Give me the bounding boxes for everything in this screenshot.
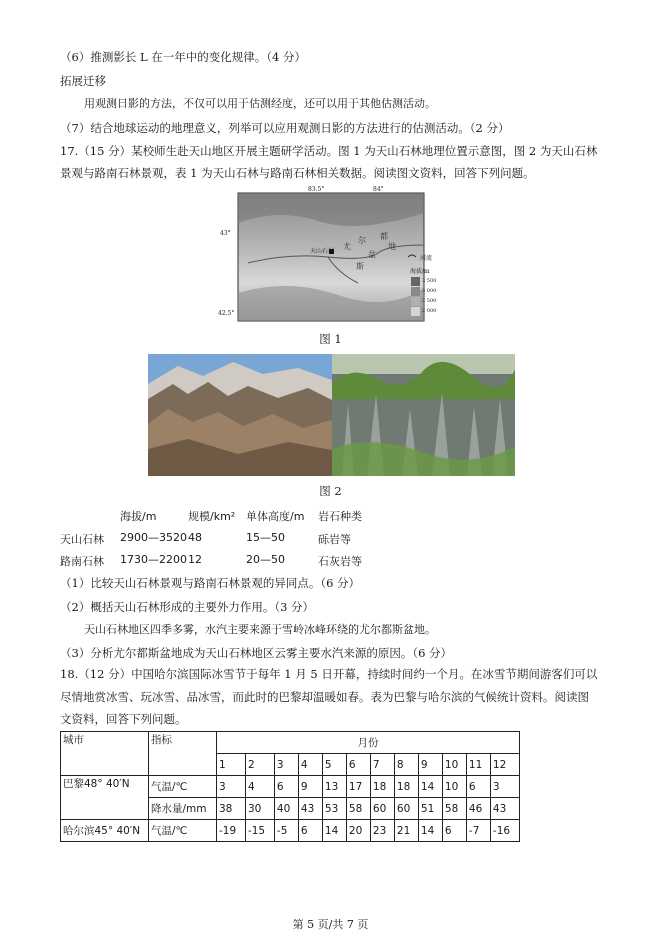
t1-row2-height: 20—50 [246, 553, 285, 566]
lunan-stone-forest-photo [332, 354, 515, 476]
question-18-stem-1: 18.（12 分）中国哈尔滨国际冰雪节于每年 1 月 5 日开幕，持续时间约一个月。在冰雪节期间游客们可以 [60, 667, 598, 681]
section-title: 拓展迁移 [60, 74, 106, 88]
t1-row1-altitude: 2900—3520 [120, 531, 187, 544]
value-cell: 18 [370, 776, 394, 798]
question-6: （6）推测影长 L 在一年中的变化规律。（4 分） [60, 50, 306, 64]
month-cell: 1 [217, 754, 246, 776]
legend-river: 河流 [420, 255, 433, 262]
figure-1-map [218, 183, 450, 325]
value-cell: 20 [346, 820, 370, 842]
value-cell: 30 [245, 798, 274, 820]
value-cell: 3 [490, 776, 519, 798]
month-cell: 7 [370, 754, 394, 776]
value-cell: 6 [442, 820, 466, 842]
value-cell: 38 [217, 798, 246, 820]
value-cell: 4 [245, 776, 274, 798]
value-cell: 60 [370, 798, 394, 820]
question-18-stem-3: 文资料，回答下列问题。 [60, 712, 187, 726]
value-cell: 14 [418, 776, 442, 798]
value-cell: -7 [466, 820, 490, 842]
figure-2-caption: 图 2 [319, 484, 342, 498]
region-char-4: 斯 [356, 262, 364, 271]
value-cell: 14 [418, 820, 442, 842]
region-char-1: 尤 [343, 242, 351, 251]
legend-title: 海拔/m [410, 268, 430, 275]
lon-label-2: 84° [373, 186, 384, 193]
value-cell: 53 [322, 798, 346, 820]
tianshan-stone-forest-photo [148, 354, 332, 476]
table-row [61, 776, 520, 798]
value-cell: -19 [217, 820, 246, 842]
t1-row2-name: 路南石林 [60, 555, 104, 568]
value-cell: 6 [298, 820, 322, 842]
value-cell: 10 [442, 776, 466, 798]
legend-swatch-3 [411, 297, 420, 306]
value-cell: -15 [245, 820, 274, 842]
t1-row2-altitude: 1730—2200 [120, 553, 187, 566]
value-cell: 13 [322, 776, 346, 798]
index-cell: 气温/℃ [149, 820, 217, 842]
legend-swatch-1 [411, 277, 420, 286]
month-cell: 12 [490, 754, 519, 776]
question-17-1: （1）比较天山石林景观与路南石林景观的异同点。（6 分） [60, 576, 361, 590]
index-cell: 降水量/mm [149, 798, 217, 820]
month-cell: 5 [322, 754, 346, 776]
t1-header-rock: 岩石种类 [318, 510, 362, 523]
t1-row2-rock: 石灰岩等 [318, 555, 362, 568]
city-cell-harbin: 哈尔滨45° 40′N [61, 820, 149, 842]
month-cell: 8 [394, 754, 418, 776]
region-char-2: 尔 [358, 236, 366, 245]
value-cell: -16 [490, 820, 519, 842]
t1-row1-rock: 砾岩等 [318, 533, 351, 546]
index-cell: 气温/℃ [149, 776, 217, 798]
value-cell: 17 [346, 776, 370, 798]
value-cell: 43 [298, 798, 322, 820]
question-17-2: （2）概括天山石林形成的主要外力作用。（3 分） [60, 600, 315, 614]
value-cell: 3 [217, 776, 246, 798]
value-cell: 43 [490, 798, 519, 820]
month-cell: 11 [466, 754, 490, 776]
place-label: 天山石林 [310, 248, 335, 255]
question-17-stem-1: 17.（15 分）某校师生赴天山地区开展主题研学活动。图 1 为天山石林地理位置示意图，图 2 为天山石林 [60, 144, 598, 158]
lat-label-2: 42.5° [218, 310, 235, 317]
month-cell: 3 [274, 754, 298, 776]
extension-text: 用观测日影的方法，不仅可以用于估测经度，还可以用于其他估测活动。 [84, 97, 436, 110]
lon-label-1: 83.5° [308, 186, 325, 193]
region-char-6: 地 [388, 242, 396, 251]
legend-value-3: 2 500 [422, 298, 437, 304]
value-cell: 6 [274, 776, 298, 798]
legend-value-4: 2 000 [422, 308, 437, 314]
question-17-3: （3）分析尤尔都斯盆地成为天山石林地区云雾主要水汽来源的原因。（6 分） [60, 646, 453, 660]
table-row [61, 820, 520, 842]
legend-value-2: 3 000 [422, 288, 437, 294]
t1-row1-name: 天山石林 [60, 533, 104, 546]
question-18-stem-2: 尽情地赏冰雪、玩冰雪、品冰雪，而此时的巴黎却温暖如春。表为巴黎与哈尔滨的气候统计资料。阅读图 [60, 690, 589, 704]
question-17-info: 天山石林地区四季多雾，水汽主要来源于雪岭冰峰环绕的尤尔都斯盆地。 [84, 623, 436, 636]
page-footer: 第 5 页/共 7 页 [292, 918, 369, 931]
value-cell: 60 [394, 798, 418, 820]
t1-header-area: 规模/km² [188, 510, 236, 523]
value-cell: 40 [274, 798, 298, 820]
lat-label-1: 43° [220, 230, 231, 237]
t1-row1-height: 15—50 [246, 531, 285, 544]
legend-swatch-2 [411, 287, 420, 296]
t1-row2-area: 12 [188, 553, 202, 566]
t1-row1-area: 48 [188, 531, 202, 544]
value-cell: 51 [418, 798, 442, 820]
value-cell: 58 [346, 798, 370, 820]
value-cell: 9 [298, 776, 322, 798]
climate-table [60, 731, 520, 842]
climate-header-month: 月份 [217, 732, 520, 754]
t1-header-altitude: 海拔/m [120, 510, 157, 523]
value-cell: 18 [394, 776, 418, 798]
value-cell: 58 [442, 798, 466, 820]
month-cell: 4 [298, 754, 322, 776]
value-cell: 14 [322, 820, 346, 842]
value-cell: 6 [466, 776, 490, 798]
t1-header-height: 单体高度/m [246, 510, 305, 523]
figure-1-caption: 图 1 [319, 332, 342, 346]
month-cell: 9 [418, 754, 442, 776]
question-17-stem-2: 景观与路南石林景观，表 1 为天山石林与路南石林相关数据。阅读图文资料，回答下列问题。 [60, 166, 535, 180]
value-cell: 23 [370, 820, 394, 842]
region-char-3: 都 [380, 232, 388, 241]
value-cell: -5 [274, 820, 298, 842]
climate-header-index: 指标 [149, 732, 217, 776]
climate-header-city: 城市 [61, 732, 149, 776]
value-cell: 21 [394, 820, 418, 842]
month-cell: 2 [245, 754, 274, 776]
value-cell: 46 [466, 798, 490, 820]
region-char-5: 盆 [368, 250, 376, 259]
month-cell: 6 [346, 754, 370, 776]
legend-value-1: 3 500 [422, 278, 437, 284]
legend-swatch-4 [411, 307, 420, 316]
month-cell: 10 [442, 754, 466, 776]
question-7: （7）结合地球运动的地理意义，列举可以应用观测日影的方法进行的估测活动。（2 分） [60, 121, 510, 135]
city-cell-paris: 巴黎48° 40′N [61, 776, 149, 820]
